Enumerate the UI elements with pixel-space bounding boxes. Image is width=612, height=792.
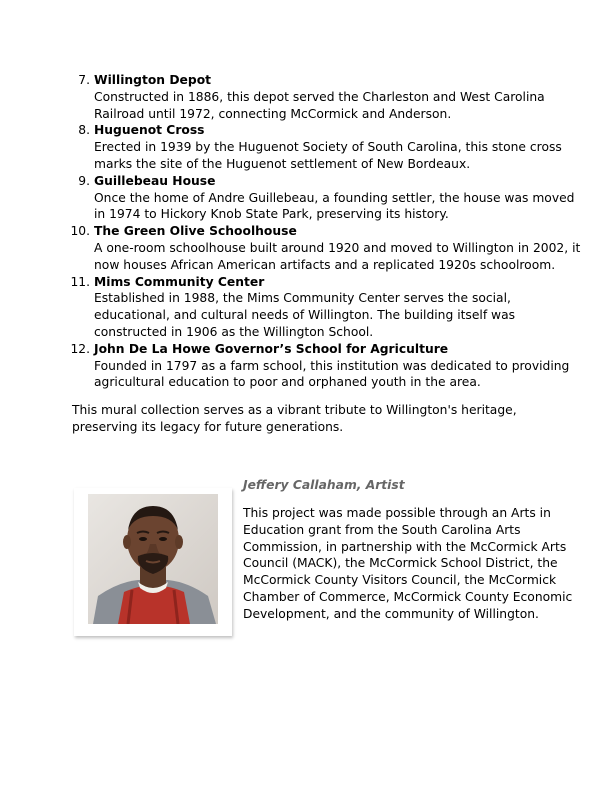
item-number: 7. <box>78 73 90 87</box>
item-number: 10. <box>70 224 90 239</box>
item-number: 12. <box>70 341 90 356</box>
site-description: Erected in 1939 by the Huguenot Society of South Carolina, this stone cross marks the site of the Huguenot settlement of New Bordeaux. <box>94 140 562 171</box>
artist-credit: Jeffery Callaham, Artist <box>243 478 405 492</box>
site-list <box>56 72 586 391</box>
site-name: Mims Community Center <box>94 274 265 289</box>
closing-paragraph: This mural collection serves as a vibrant tribute to Willington's heritage, preserving its legacy for future generations. <box>72 403 517 434</box>
site-description: Once the home of Andre Guillebeau, a founding settler, the house was moved in 1974 to Hickory Knob State Park, preserving its history. <box>94 190 575 222</box>
site-description: Founded in 1797 as a farm school, this institution was dedicated to providing agricultural education to poor and orphaned youth in the area. <box>94 358 570 390</box>
list-item <box>56 173 586 223</box>
site-description: A one-room schoolhouse built around 1920 and moved to Willington in 2002, it now houses African American artifacts and a replicated 1920s schoolroom. <box>94 240 581 272</box>
site-name: Willington Depot <box>94 73 212 87</box>
project-blurb: This project was made possible through an Arts in Education grant from the South Carolina Arts Commission, in partnership with the McCormick Arts Council (MACK), the McCormick School District, the McCormick County Visitors Council, the McCormick Chamber of Commerce, McCormick County Economic Development, and the community of Willington. <box>243 506 573 621</box>
site-name: The Green Olive Schoolhouse <box>94 224 297 239</box>
list-item <box>56 122 586 172</box>
site-description: Established in 1988, the Mims Community Center serves the social, educational, and cultural needs of Willington. The building itself was constructed in 1906 as the Willington School. <box>94 291 516 339</box>
list-item <box>56 72 586 122</box>
site-name: Huguenot Cross <box>94 123 205 138</box>
list-item <box>56 274 586 341</box>
item-number: 8. <box>78 123 90 138</box>
site-name: John De La Howe Governor’s School for Agriculture <box>94 341 449 356</box>
item-number: 11. <box>70 274 90 289</box>
list-item <box>56 341 586 391</box>
artist-photo-frame <box>74 488 232 636</box>
site-name: Guillebeau House <box>94 173 216 188</box>
item-number: 9. <box>78 173 90 188</box>
list-item <box>56 223 586 273</box>
artist-photo <box>88 494 218 624</box>
site-description: Constructed in 1886, this depot served the Charleston and West Carolina Railroad until 1972, connecting McCormick and Anderson. <box>94 89 545 121</box>
